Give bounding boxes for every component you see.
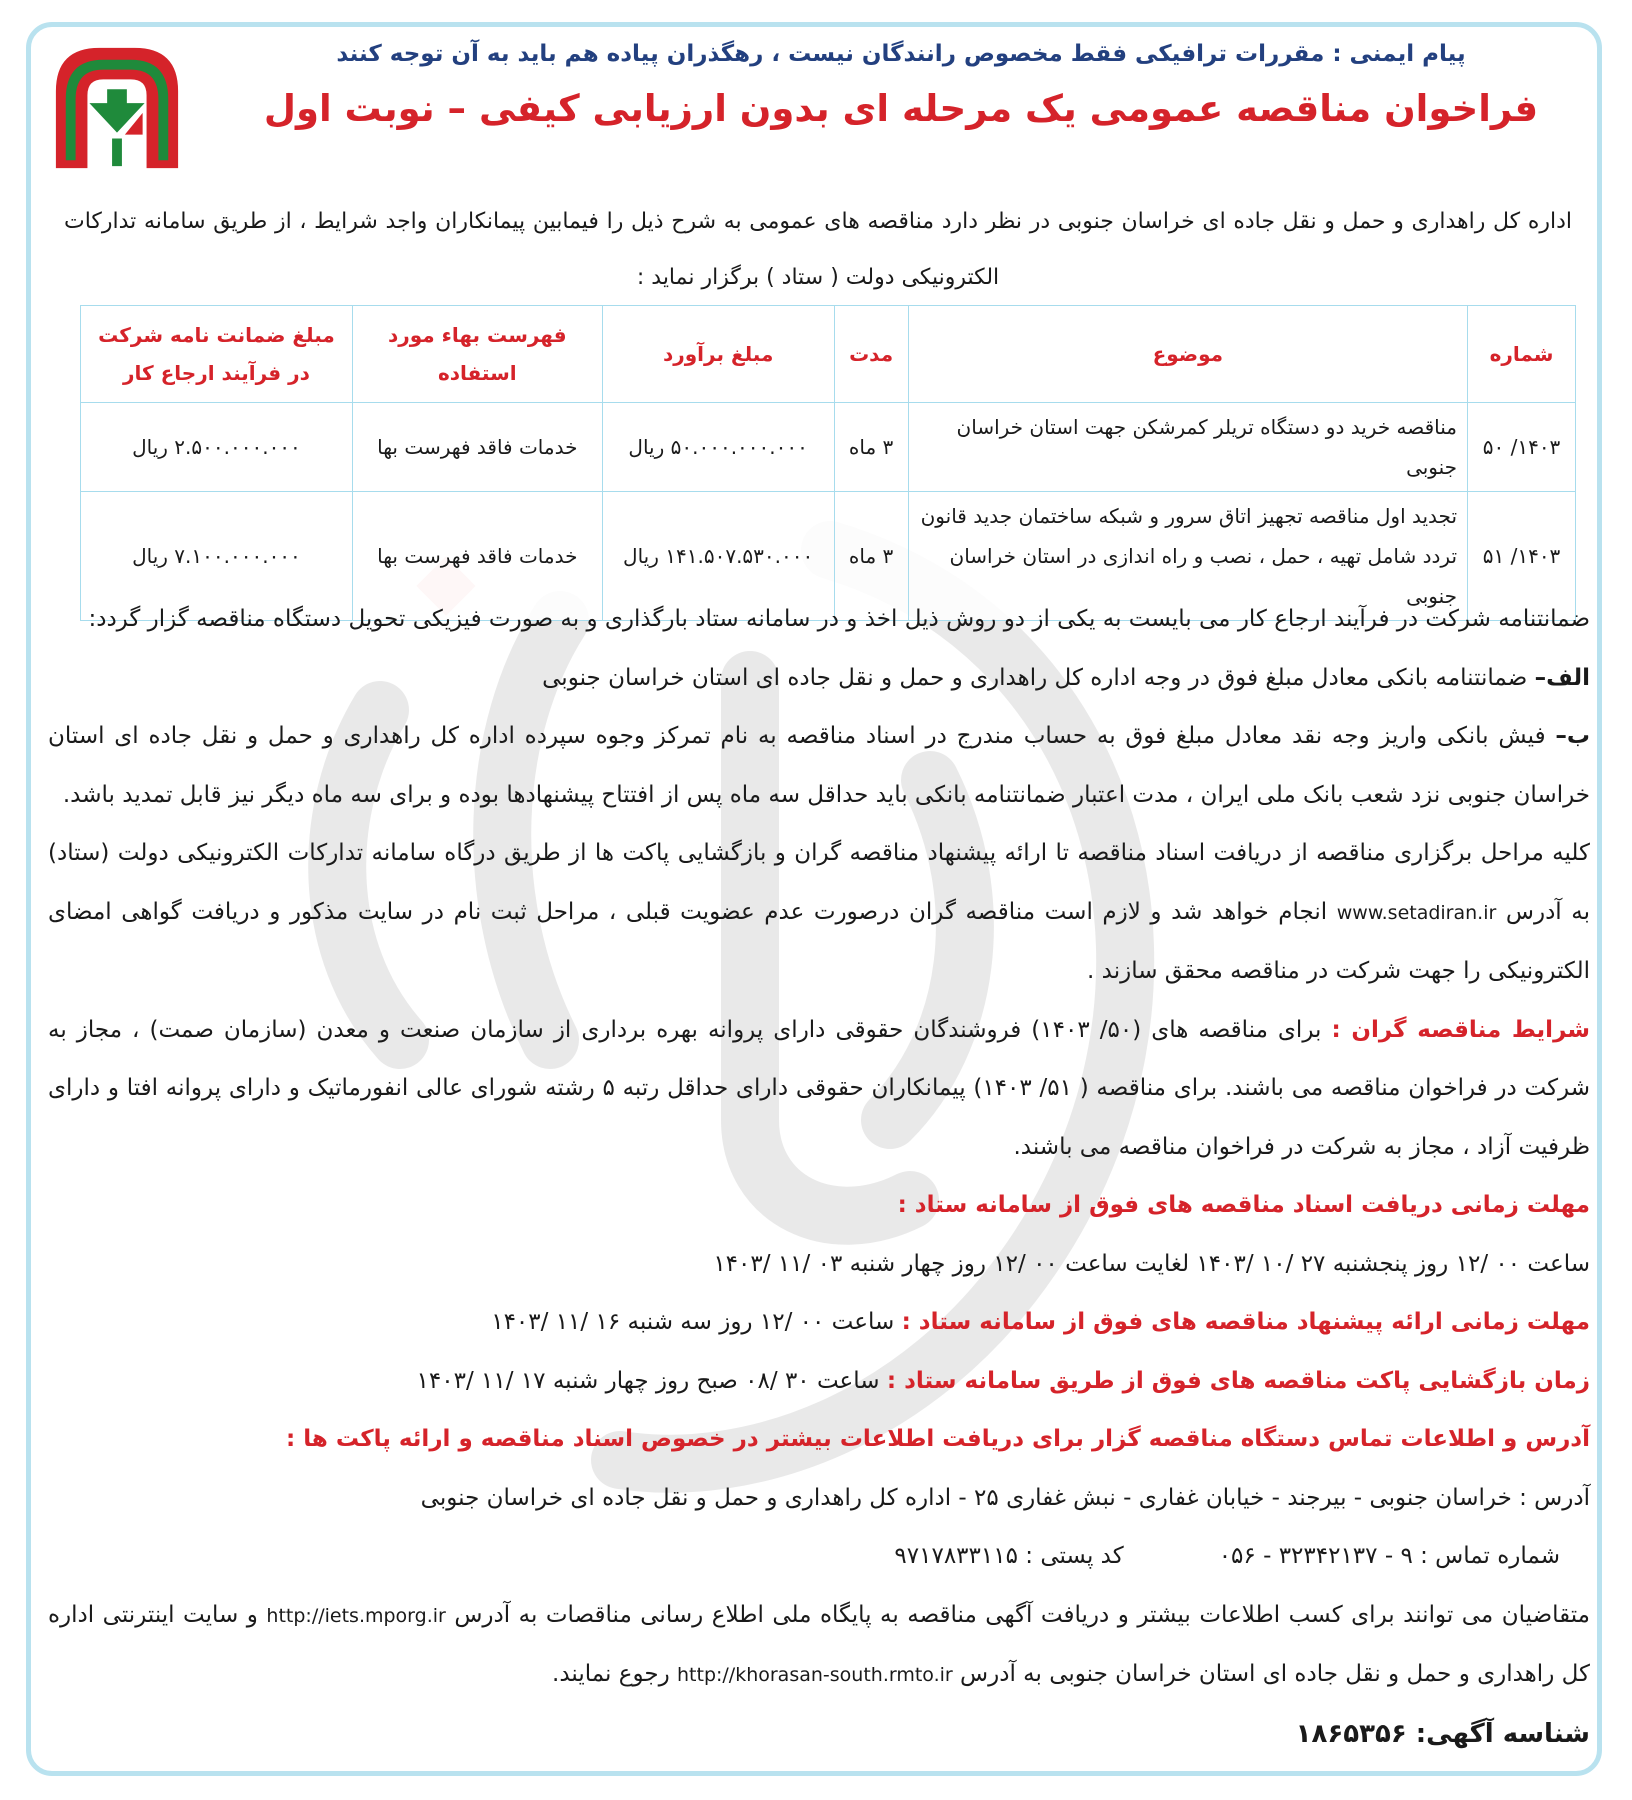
cell-duration: ۳ ماه	[834, 492, 908, 621]
road-maintenance-logo-icon	[48, 40, 186, 176]
opening-line	[48, 1352, 1590, 1411]
header-duration: مدت	[834, 306, 908, 403]
more-info-text-2: و سایت اینترنتی اداره کل راهداری و حمل و نقل جاده ای استان خراسان جنوبی به آدرس	[48, 1601, 1590, 1687]
postal-code: کد پستی : ۹۷۱۷۸۳۳۱۱۵	[894, 1543, 1124, 1569]
cell-estimate: ۵۰.۰۰۰.۰۰۰.۰۰۰ ریال	[602, 403, 834, 492]
header-guarantee-line1: مبلغ ضمانت نامه شرکت	[98, 323, 335, 347]
cell-guarantee: ۲.۵۰۰.۰۰۰.۰۰۰ ریال	[81, 403, 353, 492]
ad-id-line	[48, 1705, 1590, 1764]
cell-number: ۱۴۰۳/ ۵۰	[1468, 403, 1576, 492]
cell-subject-line1: تجدید اول مناقصه تجهیز اتاق سرور و شبکه ساختمان جدید قانون	[920, 504, 1458, 528]
more-info-text-1: متقاضیان می توانند برای کسب اطلاعات بیشتر و دریافت آگهی مناقصه به پایگاه ملی اطلاع رسانی مناقصات به آدرس	[445, 1601, 1591, 1628]
cell-subject-line2: تردد شامل تهیه ، حمل ، نصب و راه اندازی در استان خراسان جنوبی	[949, 544, 1458, 608]
docs-deadline: ساعت ۰۰ /۱۲ روز پنجشنبه ۲۷ /۱۰ /۱۴۰۳ لغایت ساعت ۰۰ /۱۲ روز چهار شنبه ۰۳ /۱۱ /۱۴۰۳	[713, 1250, 1590, 1277]
submit-deadline-line	[48, 1293, 1590, 1352]
cell-subject-line1: مناقصه خرید دو دستگاه تریلر کمرشکن جهت استان خراسان جنوبی	[956, 415, 1458, 479]
conditions-text: برای مناقصه های (۵۰/ ۱۴۰۳) فروشندگان حقوقی دارای پروانه بهره برداری از سازمان صنعت و معدن (سازمان صمت) ، مجاز به شرکت در فراخوان مناقصه می باشند. برای مناقصه ( ۵۱/ ۱۴۰۳) پیمانکاران حقوقی دارای حداقل رتبه ۵ رشته شورای عالی انفورماتیک و دارای پروانه افتا و دارای ظرفیت آزاد ، مجاز به شرکت در فراخوان مناقصه می باشند.	[48, 1016, 1591, 1160]
setad-link[interactable]: www.setadiran.ir	[1336, 901, 1497, 924]
header-guarantee-line2: در فرآیند ارجاع کار	[122, 361, 310, 385]
cell-duration: ۳ ماه	[834, 403, 908, 492]
more-info-text-3: رجوع نمایند.	[552, 1661, 677, 1687]
intro-paragraph: اداره کل راهداری و حمل و نقل جاده ای خراسان جنوبی در نظر دارد مناقصه های عمومی به شرح ذیل را فیمابین پیمانکاران واجد شرایط ، از طریق سامانه تدارکات الکترونیکی دولت ( ستاد ) برگزار نماید :	[64, 209, 1572, 290]
process-text-2: انجام خواهد شد و لازم است مناقصه گران درصورت عدم عضویت قبلی ، مراحل ثبت نام در سایت مذکور و دریافت گواهی امضای الکترونیکی را جهت شرکت در مناقصه محقق سازند .	[48, 898, 1590, 984]
table-row	[81, 403, 1576, 492]
notice-header	[230, 36, 1572, 140]
option-a-text: ضمانتنامه بانکی معادل مبلغ فوق در وجه اداره کل راهداری و حمل و نقل جاده ای استان خراسان جنوبی	[542, 664, 1535, 691]
safety-motto: پیام ایمنی : مقررات ترافیکی فقط مخصوص رانندگان نیست ، رهگذران پیاده هم باید به آن توجه کنند	[336, 41, 1466, 67]
docs-deadline-label: مهلت زمانی دریافت اسناد مناقصه های فوق از سامانه ستاد :	[897, 1192, 1590, 1218]
address: آدرس : خراسان جنوبی - بیرجند - خیابان غفاری - نبش غفاری ۲۵ - اداره کل راهداری و حمل و نقل جاده ای خراسان جنوبی	[420, 1484, 1590, 1511]
notice-body	[48, 590, 1590, 1763]
ad-id-value: ۱۸۶۵۳۵۶	[1295, 1718, 1407, 1749]
option-b	[48, 707, 1590, 824]
submit-deadline: ساعت ۰۰ /۱۲ روز سه شنبه ۱۶ /۱۱ /۱۴۰۳	[491, 1309, 902, 1335]
opening-label: زمان بازگشایی پاکت مناقصه های فوق از طریق سامانه ستاد :	[886, 1367, 1590, 1394]
header-price-list: فهرست بهاء مورد استفاده	[352, 306, 602, 403]
guarantee-intro: ضمانتنامه شرکت در فرآیند ارجاع کار می بایست به یکی از دو روش ذیل اخذ و در سامانه ستاد بارگذاری و به صورت فیزیکی تحویل دستگاه مناقصه گزار گردد:	[88, 606, 1590, 632]
cell-price-list: خدمات فاقد فهرست بها	[352, 403, 602, 492]
header-subject: موضوع	[908, 306, 1467, 403]
notice-title: فراخوان مناقصه عمومی یک مرحله ای بدون ارزیابی کیفی – نوبت اول	[263, 87, 1539, 130]
opening-time: ساعت ۳۰ /۰۸ صبح روز چهار شنبه ۱۷ /۱۱ /۱۴۰۳	[416, 1367, 887, 1394]
option-a	[48, 649, 1590, 708]
table-header-row	[81, 306, 1576, 403]
option-a-label: الف–	[1534, 664, 1590, 691]
tender-table	[80, 305, 1576, 621]
process-text-1: کلیه مراحل برگزاری مناقصه از دریافت اسناد مناقصه تا ارائه پیشنهاد مناقصه گران و بازگشایی پاکت ها از طریق درگاه سامانه تدارکات الکترونیکی دولت (ستاد) به آدرس	[48, 840, 1591, 925]
cell-guarantee: ۷.۱۰۰.۰۰۰.۰۰۰ ریال	[81, 492, 353, 621]
ad-id-label: شناسه آگهی:	[1415, 1718, 1590, 1749]
phone-number: شماره تماس : ۹ - ۳۲۳۴۲۱۳۷ - ۰۵۶	[1218, 1543, 1560, 1569]
conditions-label: شرایط مناقصه گران :	[1331, 1016, 1590, 1043]
option-b-label: ب–	[1555, 723, 1590, 749]
option-b-text: فیش بانکی واریز وجه نقد معادل مبلغ فوق به حساب مندرج در اسناد مناقصه به نام تمرکز وجوه سپرده اداره کل راهداری و حمل و نقل جاده ای استان خراسان جنوبی نزد شعب بانک ملی ایران ، مدت اعتبار ضمانتنامه بانکی باید حداقل سه ماه پس از افتتاح پیشنهادها بوده و برای سه ماه دیگر نیز قابل تمدید باشد.	[48, 723, 1590, 808]
submit-deadline-label: مهلت زمانی ارائه پیشنهاد مناقصه های فوق از سامانه ستاد :	[901, 1309, 1590, 1335]
rmto-link[interactable]: http://khorasan-south.rmto.ir	[677, 1664, 953, 1686]
header-number: شماره	[1468, 306, 1576, 403]
cell-price-list: خدمات فاقد فهرست بها	[352, 492, 602, 621]
contact-heading: آدرس و اطلاعات تماس دستگاه مناقصه گزار برای دریافت اطلاعات بیشتر در خصوص اسناد مناقصه و ارائه پاکت ها :	[286, 1426, 1590, 1452]
cell-estimate: ۱۴۱.۵۰۷.۵۳۰.۰۰۰ ریال	[602, 492, 834, 621]
more-info-paragraph	[48, 1586, 1590, 1705]
header-guarantee	[81, 306, 353, 403]
cell-subject	[908, 403, 1467, 492]
iets-link[interactable]: http://iets.mporg.ir	[266, 1604, 446, 1627]
cell-number: ۱۴۰۳/ ۵۱	[1468, 492, 1576, 621]
contact-line	[48, 1527, 1590, 1586]
conditions-paragraph	[48, 1001, 1590, 1177]
process-paragraph	[48, 824, 1590, 1001]
header-estimate: مبلغ برآورد	[602, 306, 834, 403]
